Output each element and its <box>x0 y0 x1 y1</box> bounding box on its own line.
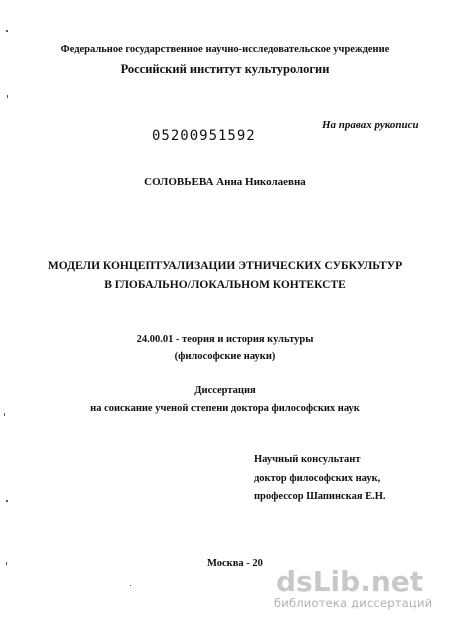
scan-speck <box>6 500 8 502</box>
author-name: СОЛОВЬЕВА Анна Николаевна <box>144 176 306 188</box>
institution-name-line2: Российский институт культурологии <box>120 62 330 76</box>
specialty-code: 24.00.01 - теория и история культуры <box>136 334 314 345</box>
catalog-number: 05200951592 <box>152 128 256 144</box>
degree-sought: на соискание ученой степени доктора философских наук <box>90 403 360 414</box>
advisor-degree: доктор философских наук, <box>254 473 381 484</box>
dissertation-title-line2: В ГЛОБАЛЬНО/ЛОКАЛЬНОМ КОНТЕКСТЕ <box>104 279 346 291</box>
dissertation-title-line1: МОДЕЛИ КОНЦЕПТУАЛИЗАЦИИ ЭТНИЧЕСКИХ СУБКУЛЬТУР <box>47 260 403 272</box>
dslib-logo-text: dsLib.net <box>276 565 424 597</box>
specialty-field: (философские науки) <box>174 351 276 362</box>
city-year: Москва - 20 <box>207 558 263 569</box>
scan-speck <box>7 95 8 98</box>
scan-speck <box>6 562 7 565</box>
advisor-label: Научный консультант <box>254 454 361 465</box>
scan-speck <box>4 413 5 416</box>
dslib-tagline: библиотека диссертаций <box>274 596 433 610</box>
scan-speck <box>6 30 8 32</box>
scan-speck <box>130 585 131 586</box>
dslib-logo <box>270 563 446 597</box>
institution-name-line1: Федеральное государственное научно-исследовательское учреждение <box>60 44 390 55</box>
work-type: Диссертация <box>194 385 256 396</box>
dslib-watermark <box>270 563 446 613</box>
advisor-name: профессор Шапинская Е.Н. <box>254 491 386 502</box>
rights-note: На правах рукописи <box>322 119 419 131</box>
